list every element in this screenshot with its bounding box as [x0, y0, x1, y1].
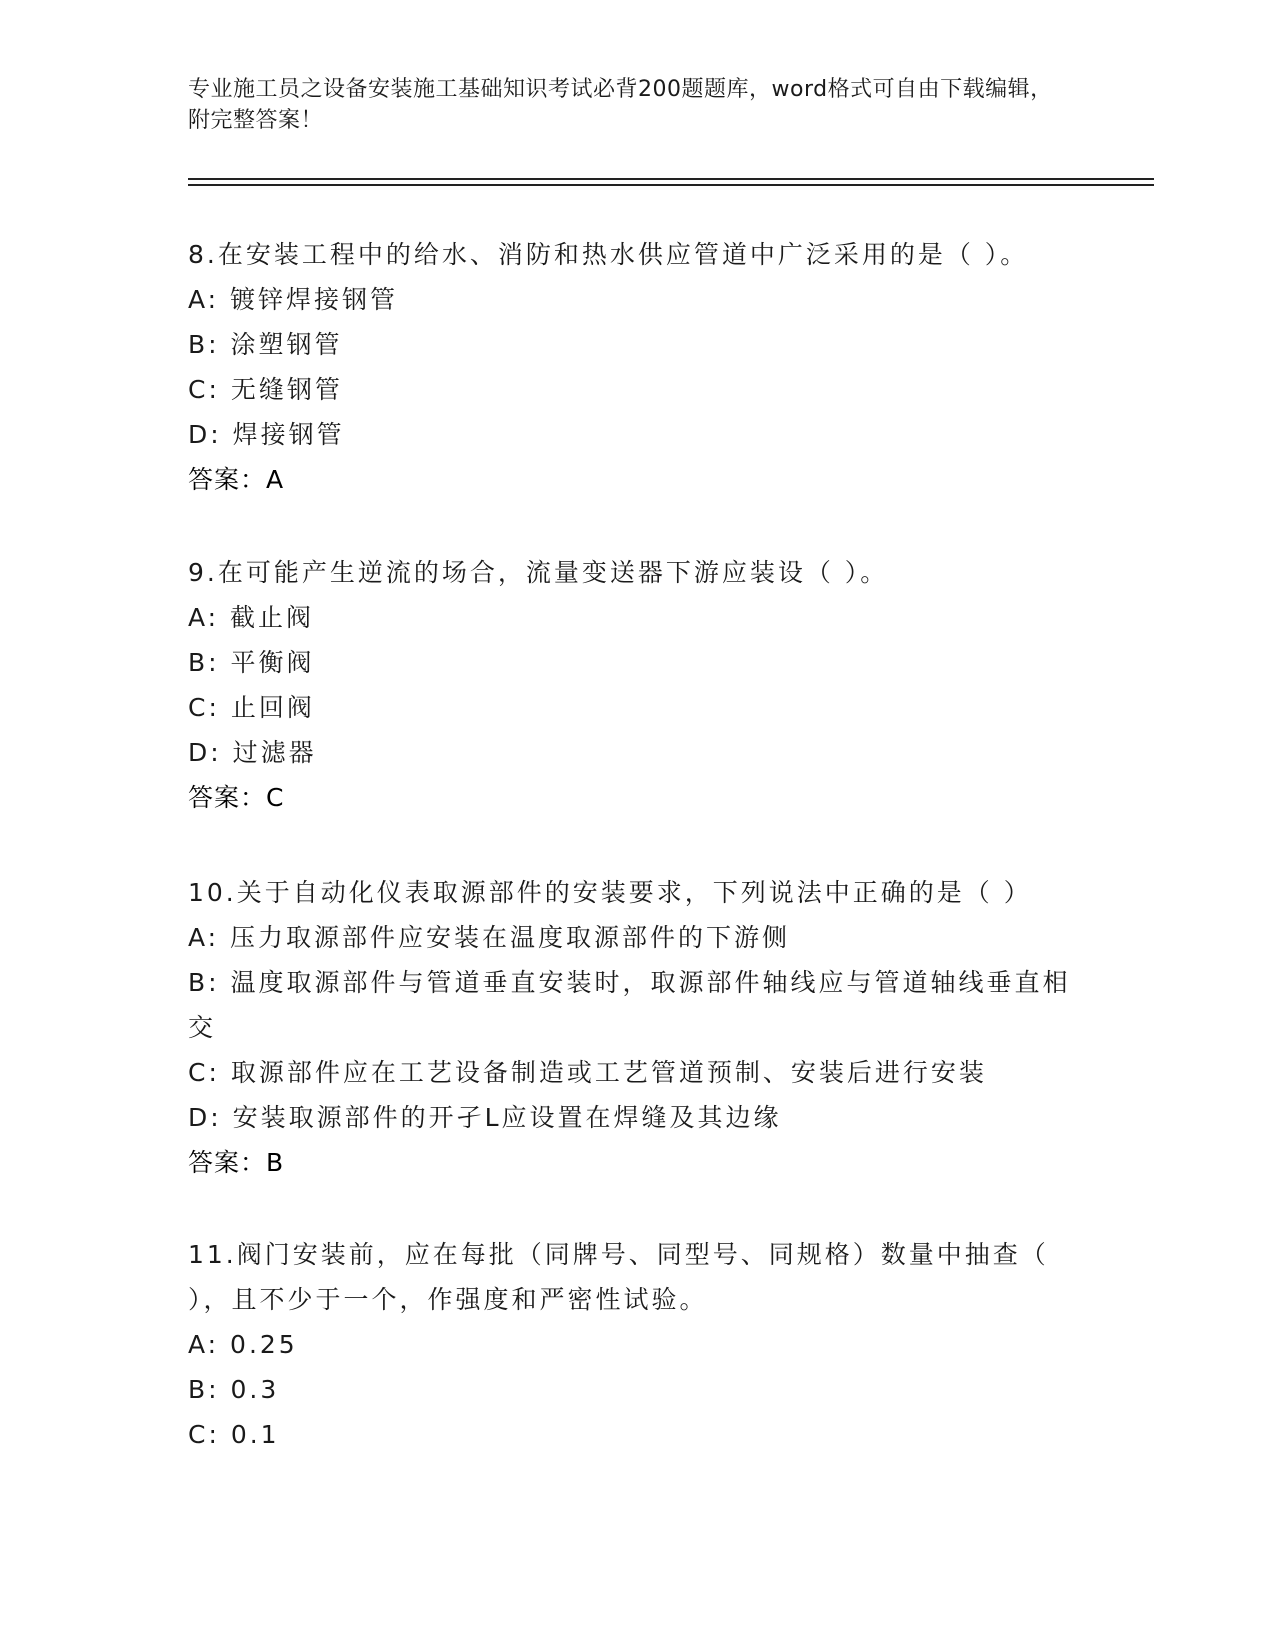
- question-text: 11.阀门安装前，应在每批（同牌号、同型号、同规格）数量中抽查（ ），且不少于一个，作强度和严密性试验。: [188, 1240, 1049, 1314]
- header-divider-bottom: [188, 184, 1154, 186]
- option-d: D: 过滤器: [188, 738, 317, 767]
- question-8: [188, 232, 1088, 502]
- option-a: A: 截止阀: [188, 603, 315, 632]
- option-a: A: 0.25: [188, 1330, 298, 1359]
- option-c: C: 无缝钢管: [188, 375, 343, 404]
- question-10: [188, 870, 1088, 1185]
- option-d: D: 安装取源部件的开孑L应设置在焊缝及其边缘: [188, 1103, 782, 1132]
- option-a: A: 压力取源部件应安装在温度取源部件的下游侧: [188, 923, 791, 952]
- question-text: 10.关于自动化仪表取源部件的安装要求，下列说法中正确的是（ ）: [188, 878, 1032, 907]
- document-header: 专业施工员之设备安装施工基础知识考试必背200题题库，word格式可自由下载编辑，附完整答案！: [188, 77, 1053, 133]
- question-text: 9.在可能产生逆流的场合，流量变送器下游应装设（ ）。: [188, 558, 889, 587]
- option-a: A: 镀锌焊接钢管: [188, 285, 399, 314]
- option-b: B: 温度取源部件与管道垂直安装时，取源部件轴线应与管道轴线垂直相交: [188, 968, 1071, 1042]
- option-b: B: 平衡阀: [188, 648, 315, 677]
- header-divider-top: [188, 178, 1154, 180]
- answer-line: 答案：C: [188, 783, 285, 812]
- question-9: [188, 550, 1088, 820]
- answer-line: 答案：A: [188, 465, 285, 494]
- option-c: C: 0.1: [188, 1420, 280, 1449]
- option-b: B: 涂塑钢管: [188, 330, 343, 359]
- option-c: C: 取源部件应在工艺设备制造或工艺管道预制、安装后进行安装: [188, 1058, 987, 1087]
- option-d: D: 焊接钢管: [188, 420, 345, 449]
- option-b: B: 0.3: [188, 1375, 280, 1404]
- question-11: [188, 1232, 1088, 1457]
- option-c: C: 止回阀: [188, 693, 315, 722]
- question-text: 8.在安装工程中的给水、消防和热水供应管道中广泛采用的是（ ）。: [188, 240, 1029, 269]
- answer-line: 答案：B: [188, 1148, 285, 1177]
